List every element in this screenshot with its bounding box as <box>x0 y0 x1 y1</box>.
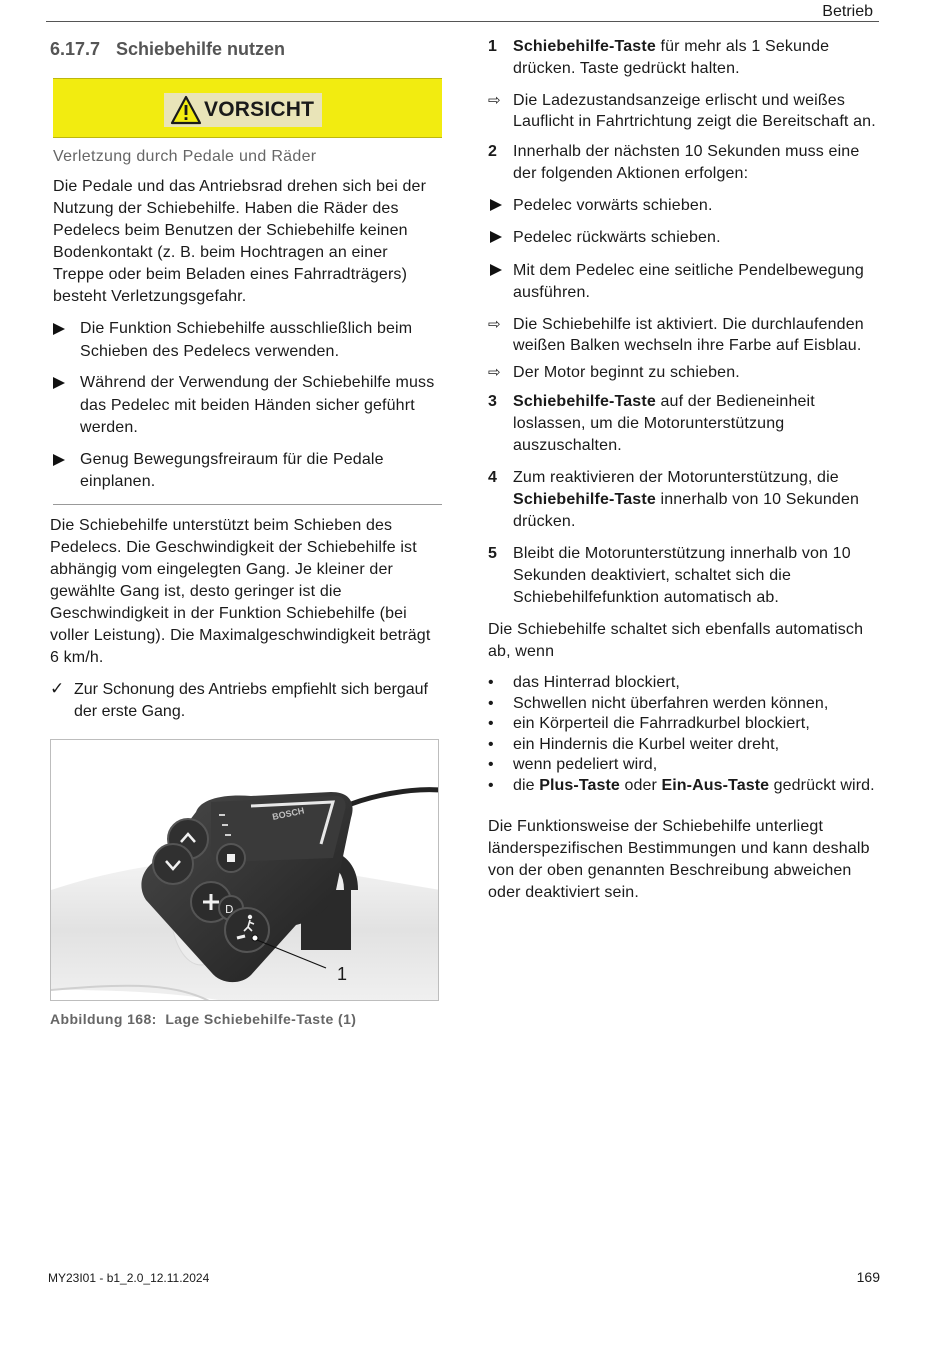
result-arrow-icon: ⇨ <box>488 364 501 381</box>
warning-end-rule <box>53 504 442 505</box>
section-number: 6.17.7 <box>50 39 101 59</box>
header-rule <box>46 21 879 22</box>
action-arrow-icon <box>53 377 65 389</box>
step-item: 1 Schiebehilfe-Taste für mehr als 1 Sekunde drücken. Taste gedrückt halten. <box>488 38 830 77</box>
step-item: 4 Zum reaktivieren der Motorunterstützung, die Schiebehilfe-Taste innerhalb von 10 Sekunden drücken. <box>488 469 860 530</box>
result-arrow-icon: ⇨ <box>488 316 501 333</box>
warning-signal-word: VORSICHT <box>204 98 315 121</box>
warning-action-item: Die Funktion Schiebehilfe ausschließlich beim Schieben des Pedelecs verwenden. <box>53 318 442 363</box>
list-item: • das Hinterrad blockiert, <box>488 674 680 691</box>
figure-caption: Abbildung 168: Lage Schiebehilfe-Taste (1) <box>50 1010 357 1027</box>
option-item: Pedelec rückwärts schieben. <box>488 227 880 249</box>
warning-actions <box>53 318 442 494</box>
list-item: • ein Körperteil die Fahrradkurbel blockiert, <box>488 715 810 732</box>
svg-text:D: D <box>225 902 234 916</box>
intro-paragraph: Die Schiebehilfe unterstützt beim Schieben des Pedelecs. Die Geschwindigkeit der Schiebehilfe ist abhängig vom eingelegten Gang. Je kleiner der gewählte Gang ist, desto geringer ist die Geschwindigkeit in der Funktion Schiebehilfe (bei voller Leistung). Die Maximalgeschwindigkeit beträgt 6 km/h. <box>50 516 431 666</box>
warning-label <box>164 93 322 127</box>
action-arrow-icon <box>53 454 65 466</box>
right-column <box>488 36 880 904</box>
step-item: 5 Bleibt die Motorunterstützung innerhalb von 10 Sekunden deaktiviert, schaltet sich die Schiebehilfefunktion automatisch ab. <box>488 545 851 606</box>
header-section-title: Betrieb <box>822 3 873 20</box>
warning-text: Die Pedale und das Antriebsrad drehen sich bei der Nutzung der Schiebehilfe. Haben die Räder des Pedelecs beim Benutzen der Schiebehilfe keinen Bodenkontakt (z. B. beim Hochtragen an einer Treppe oder beim Beladen eines Fahrradträgers) besteht Verletzungsgefahr. <box>53 178 427 305</box>
list-item: • ein Hindernis die Kurbel weiter dreht, <box>488 735 780 753</box>
action-arrow-icon <box>490 231 502 243</box>
checkmark-icon: ✓ <box>50 678 65 698</box>
footer-page-number: 169 <box>856 1269 880 1285</box>
warning-subtitle: Verletzung durch Pedale und Räder <box>53 148 317 165</box>
result-arrow-icon: ⇨ <box>488 92 501 109</box>
warning-box <box>53 78 442 138</box>
result-item: ⇨ Die Ladezustandsanzeige erlischt und weißes Lauflicht in Fahrtrichtung zeigt die Bereitschaft an. <box>488 92 876 130</box>
action-arrow-icon <box>490 199 502 211</box>
action-arrow-icon <box>490 264 502 276</box>
figure-callout-number: 1 <box>337 963 348 984</box>
section-heading <box>50 36 442 62</box>
auto-off-list <box>488 673 880 796</box>
tip-item: ✓ Zur Schonung des Antriebs empfiehlt sich bergauf der erste Gang. <box>50 678 428 720</box>
list-item: • Schwellen nicht überfahren werden können, <box>488 694 829 712</box>
section-title: Schiebehilfe nutzen <box>116 39 286 59</box>
list-item: • wenn pedeliert wird, <box>488 756 658 773</box>
step-item: 2 Innerhalb der nächsten 10 Sekunden muss eine der folgenden Aktionen erfolgen: <box>488 143 860 182</box>
warning-action-item: Genug Bewegungsfreiraum für die Pedale einplanen. <box>53 449 442 494</box>
result-item: ⇨ Die Schiebehilfe ist aktiviert. Die durchlaufenden weißen Balken wechseln ihre Farbe auf Eisblau. <box>488 316 864 354</box>
action-arrow-icon <box>53 323 65 335</box>
footer-doc-id: MY23I01 - b1_2.0_12.11.2024 <box>48 1271 210 1285</box>
step-item: 3 Schiebehilfe-Taste auf der Bedieneinheit loslassen, um die Motorunterstützung auszuschalten. <box>488 393 815 454</box>
result-item: ⇨ Der Motor beginnt zu schieben. <box>488 364 740 381</box>
closing-paragraph: Die Funktionsweise der Schiebehilfe unterliegt länderspezifischen Bestimmungen und kann deshalb von der oben genannten Beschreibung abweichen oder deaktiviert sein. <box>488 818 870 901</box>
auto-off-intro: Die Schiebehilfe schaltet sich ebenfalls automatisch ab, wenn <box>488 621 864 660</box>
list-item: • die Plus-Taste oder Ein-Aus-Taste gedrückt wird. <box>488 776 875 794</box>
brand-label: BOSCH <box>271 804 306 822</box>
option-item: Pedelec vorwärts schieben. <box>488 195 880 217</box>
left-column <box>50 36 442 1027</box>
warning-action-item: Während der Verwendung der Schiebehilfe muss das Pedelec mit beiden Händen sicher geführt werden. <box>53 372 442 440</box>
figure-control-unit <box>50 739 439 1001</box>
control-unit-illustration <box>51 740 439 1001</box>
warning-triangle-icon <box>170 95 202 125</box>
option-item: Mit dem Pedelec eine seitliche Pendelbewegung ausführen. <box>488 260 880 304</box>
